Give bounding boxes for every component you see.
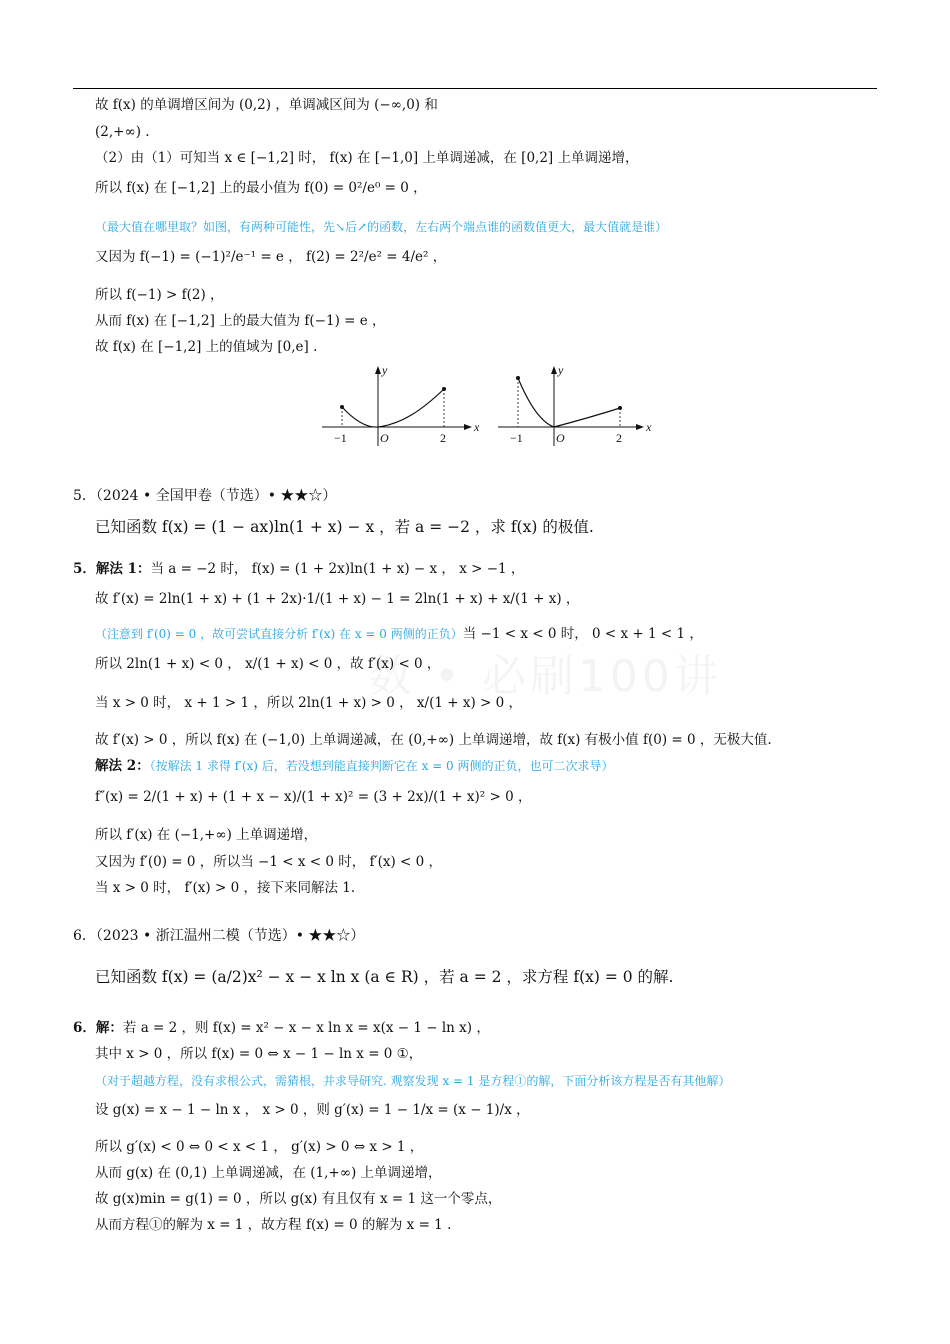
solution-line: 当 x > 0 时， x + 1 > 1 ，所以 2ln(1 + x) > 0 ， x/(1 + x) > 0 ， xyxy=(95,695,522,711)
curve xyxy=(518,378,620,427)
solution-line xyxy=(95,757,614,775)
y-axis-arrow-icon xyxy=(375,366,381,374)
header-rule xyxy=(73,88,877,89)
text-line: 所以 f(−1) > f(2) ， xyxy=(95,287,224,303)
x-axis-arrow-icon xyxy=(636,424,644,430)
solution-text: 当 −1 < x < 0 时， 0 < x + 1 < 1 ， xyxy=(462,626,703,642)
solution-line: 又因为 f′(0) = 0 ，所以当 −1 < x < 0 时， f′(x) < 0 ， xyxy=(95,854,442,870)
text-line: 故 f(x) 在 [−1,2] 上的值域为 [0,e] . xyxy=(95,339,318,355)
problem-question: 已知函数 f(x) = (1 − ax)ln(1 + x) − x ，若 a = −2 ，求 f(x) 的极值. xyxy=(95,518,594,536)
solution-line: 故 g(x)min = g(1) = 0 ，所以 g(x) 有且仅有 x = 1 这一个零点， xyxy=(95,1191,502,1207)
solution-line: 其中 x > 0 ，所以 f(x) = 0 ⇔ x − 1 − ln x = 0 ①， xyxy=(95,1046,423,1062)
solution-line xyxy=(73,560,524,578)
text-line: 从而 f(x) 在 [−1,2] 上的最大值为 f(−1) = e ， xyxy=(95,313,386,329)
solution-line: f″(x) = 2/(1 + x) + (1 + x − x)/(1 + x)² = (3 + 2x)/(1 + x)² > 0 ， xyxy=(95,789,532,805)
solution-line: 故 f′(x) > 0 ，所以 f(x) 在 (−1,0) 上单调递减，在 (0,+∞) 上单调递增，故 f(x) 有极小值 f(0) = 0 ，无极大值. xyxy=(95,732,772,748)
curve xyxy=(342,389,444,427)
watermark xyxy=(368,640,722,704)
problem-question: 已知函数 f(x) = (a/2)x² − x − x ln x (a ∈ R) ，若 a = 2 ，求方程 f(x) = 0 的解. xyxy=(95,968,674,986)
x-axis-arrow-icon xyxy=(464,424,472,430)
solution-line: 从而方程①的解为 x = 1 ，故方程 f(x) = 0 的解为 x = 1 . xyxy=(95,1217,452,1233)
tick-label: −1 xyxy=(510,431,523,445)
solution-text: 当 a = −2 时， f(x) = (1 + 2x)ln(1 + x) − x ， x > −1 ， xyxy=(150,561,525,577)
function-graph-right xyxy=(498,362,658,448)
text-line: 所以 f(x) 在 [−1,2] 上的最小值为 f(0) = 0²/e⁰ = 0 ， xyxy=(95,180,427,196)
tick-label: −1 xyxy=(334,431,347,445)
solution-line: 所以 f′(x) 在 (−1,+∞) 上单调递增， xyxy=(95,827,318,843)
x-label: x xyxy=(474,420,480,434)
origin-label: O xyxy=(380,431,389,445)
y-axis-arrow-icon xyxy=(551,366,557,374)
hint-note: （按解法 1 求得 f′(x) 后，若没想到能直接判断它在 x = 0 两侧的正负，也可二次求导） xyxy=(149,759,614,773)
y-label: y xyxy=(558,363,564,377)
solution-line: 故 f′(x) = 2ln(1 + x) + (1 + 2x)·1/(1 + x) − 1 = 2ln(1 + x) + x/(1 + x) ， xyxy=(95,591,580,607)
solution-text: 若 a = 2 ，则 f(x) = x² − x − x ln x = x(x − 1 − ln x) ， xyxy=(122,1020,490,1036)
solution-label: 6．解： xyxy=(73,1020,123,1036)
hint-note: （注意到 f′(0) = 0 ，故可尝试直接分析 f′(x) 在 x = 0 两侧的正负） xyxy=(95,627,463,641)
solution-line: 从而 g(x) 在 (0,1) 上单调递减，在 (1,+∞) 上单调递增， xyxy=(95,1165,442,1181)
text-line: （2）由（1）可知当 x ∈ [−1,2] 时， f(x) 在 [−1,0] 上单调递减，在 [0,2] 上单调递增， xyxy=(95,150,639,166)
tick-label: 2 xyxy=(440,431,446,445)
text-line: 故 f(x) 的单调增区间为 (0,2) ，单调减区间为 (−∞,0) 和 xyxy=(95,97,438,113)
solution-line xyxy=(73,1019,490,1037)
hint-note: （最大值在哪里取？如图，有两种可能性，先↘后↗的函数，左右两个端点谁的函数值更大，最大值就是谁） xyxy=(95,220,668,234)
solution-line: 当 x > 0 时， f′(x) > 0 ，接下来同解法 1. xyxy=(95,880,356,896)
origin-label: O xyxy=(556,431,565,445)
solution-line: 所以 g′(x) < 0 ⇔ 0 < x < 1 ， g′(x) > 0 ⇔ x > 1 ， xyxy=(95,1139,424,1155)
problem-header: 6．（2023 • 浙江温州二模（节选）• ★★☆） xyxy=(73,928,365,944)
function-graph-left xyxy=(322,362,482,448)
x-label: x xyxy=(646,420,652,434)
hint-note: （对于超越方程，没有求根公式，需猜根，并求导研究. 观察发现 x = 1 是方程①的解，下面分析该方程是否有其他解） xyxy=(95,1074,731,1088)
solution-line: 所以 2ln(1 + x) < 0 ， x/(1 + x) < 0 ，故 f′(x) < 0 ， xyxy=(95,656,441,672)
tick-label: 2 xyxy=(616,431,622,445)
text-line: 又因为 f(−1) = (−1)²/e⁻¹ = e ， f(2) = 2²/e² = 4/e² ， xyxy=(95,249,447,265)
solution-line: 设 g(x) = x − 1 − ln x ， x > 0 ，则 g′(x) = 1 − 1/x = (x − 1)/x ， xyxy=(95,1102,530,1118)
problem-header: 5．（2024 • 全国甲卷（节选）• ★★☆） xyxy=(73,488,337,504)
y-label: y xyxy=(382,363,388,377)
solution-label: 解法 2： xyxy=(95,758,150,774)
solution-label: 5．解法 1： xyxy=(73,561,151,577)
text-line: (2,+∞) . xyxy=(95,124,150,140)
